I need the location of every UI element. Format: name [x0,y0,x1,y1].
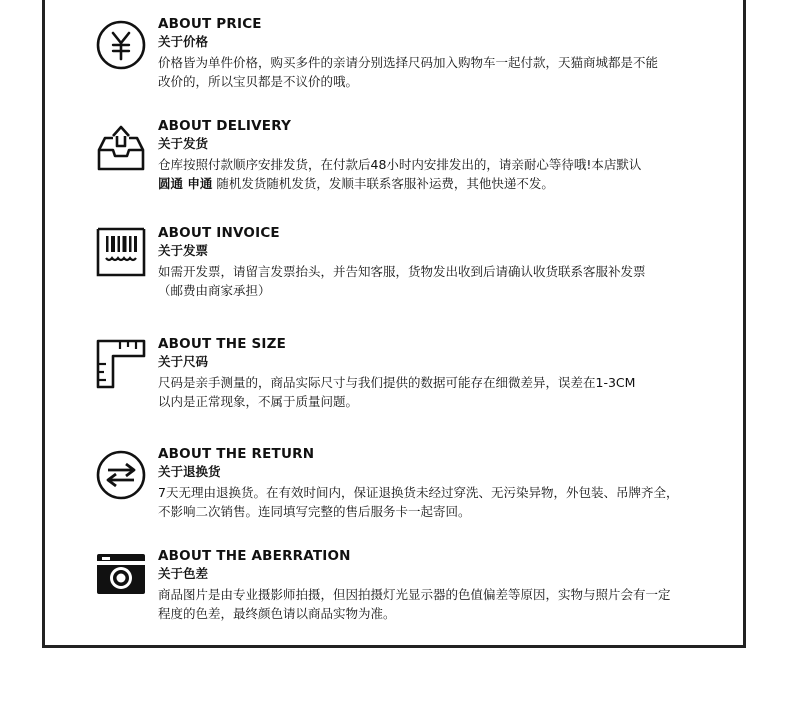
section-title-zh: 关于发货 [158,136,209,151]
exchange-arrows-icon [95,449,147,501]
section-title-zh: 关于退换货 [158,464,221,479]
section-body [158,373,733,411]
courier-names: 圆通 申通 [158,176,213,191]
section-body [158,155,733,193]
yuan-circle-icon [95,19,147,71]
section-body [158,483,733,521]
section-body-line: 以内是正常现象，不属于质量问题。 [158,394,359,409]
section-title-en: ABOUT THE ABERRATION [158,548,351,564]
section-body-line: 尺码是亲手测量的，商品实际尺寸与我们提供的数据可能存在细微差异，误差在1-3CM [158,375,636,390]
section-body-line: 如需开发票，请留言发票抬头，并告知客服，货物发出收到后请确认收货联系客服补发票 [158,264,646,279]
section-title-zh: 关于价格 [158,34,209,49]
section-body-line: 改价的，所以宝贝都是不议价的哦。 [158,74,359,89]
section-title-en: ABOUT INVOICE [158,225,280,241]
ruler-icon [95,338,147,390]
section-title-en: ABOUT THE RETURN [158,446,315,462]
section-title-en: ABOUT DELIVERY [158,118,292,134]
section-body-line: 仓库按照付款顺序安排发货，在付款后48小时内安排发出的，请亲耐心等待哦!本店默认 [158,157,642,172]
section-body-line: 程度的色差，最终颜色请以商品实物为准。 [158,606,396,621]
section-body [158,53,733,91]
section-title-zh: 关于尺码 [158,354,209,369]
camera-icon [95,548,147,600]
section-body [158,585,733,623]
section-title-zh: 关于色差 [158,566,209,581]
section-body-line: 商品图片是由专业摄影师拍摄，但因拍摄灯光显示器的色值偏差等原因，实物与照片会有一定 [158,587,671,602]
section-title-en: ABOUT PRICE [158,16,262,32]
section-body-line-2 [158,174,733,193]
section-body-line: （邮费由商家承担） [158,283,271,298]
section-body [158,262,733,300]
section-body-line: 不影响二次销售。连同填写完整的售后服务卡一起寄回。 [158,504,471,519]
section-body-line: 7天无理由退换货。在有效时间内，保证退换货未经过穿洗、无污染异物，外包装、吊牌齐全， [158,485,679,500]
section-body-line: 随机发货随机发货，发顺丰联系客服补运费，其他快递不发。 [216,176,554,191]
section-title-en: ABOUT THE SIZE [158,336,287,352]
section-title-zh: 关于发票 [158,243,209,258]
delivery-box-icon [95,122,147,174]
invoice-receipt-icon [95,226,147,278]
section-body-line: 价格皆为单件价格，购买多件的亲请分别选择尺码加入购物车一起付款，天猫商城都是不能 [158,55,659,70]
